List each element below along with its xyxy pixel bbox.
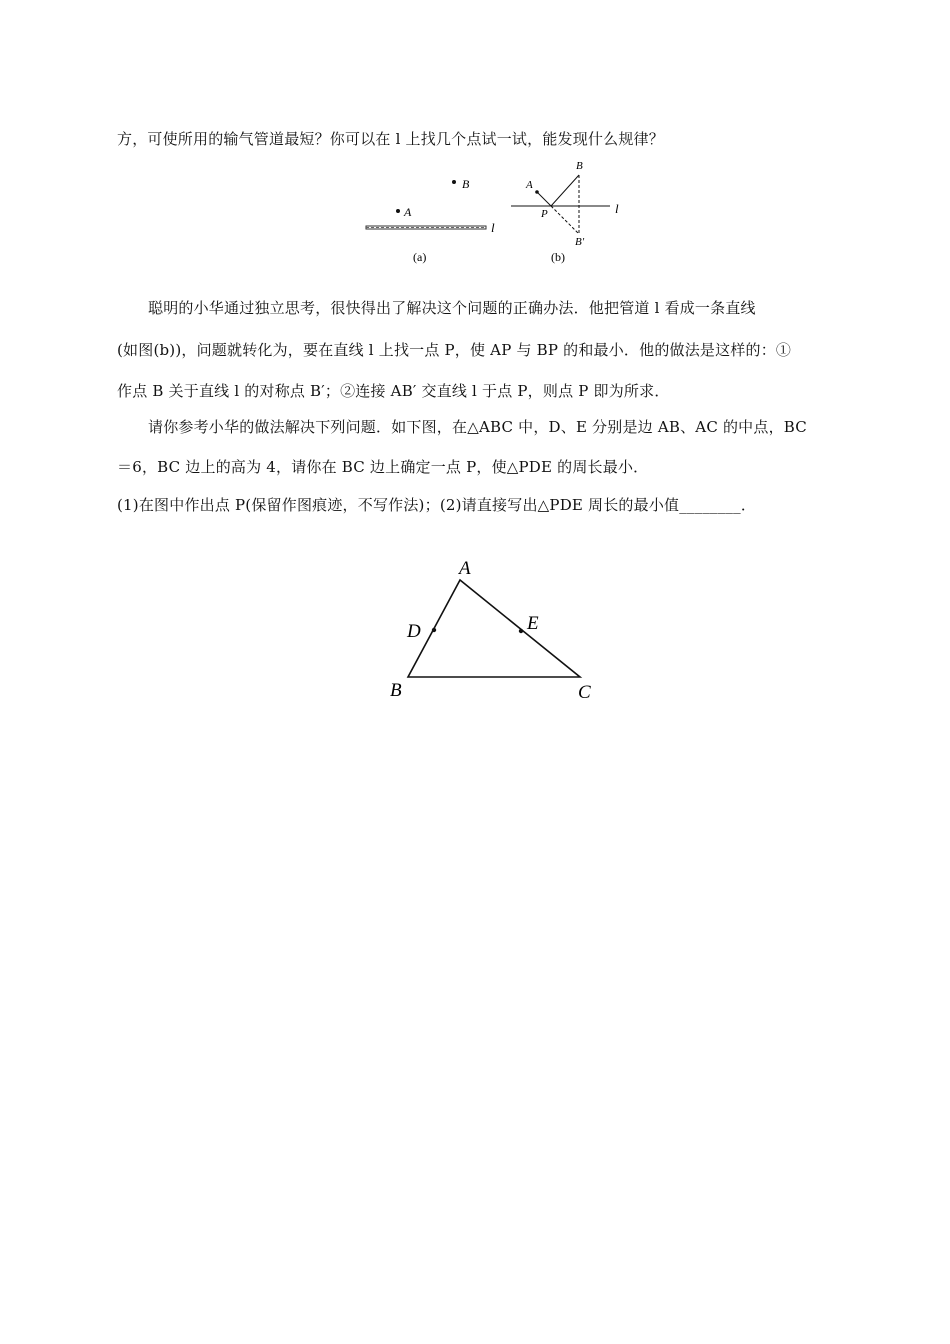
label-b: B [390, 680, 402, 701]
label-p: P [541, 208, 548, 220]
figure-a [366, 177, 495, 264]
paragraph-2-line-1: 聪明的小华通过独立思考，很快得出了解决这个问题的正确办法．他把管道 l 看成一条直线 [148, 299, 756, 317]
point-a-dot [396, 209, 400, 213]
label-a: A [526, 179, 533, 191]
paragraph-3-line-1: 请你参考小华的做法解决下列问题．如下图，在△ABC 中，D、E 分别是边 AB、AC 的中点，BC [148, 418, 807, 436]
label-a: A [459, 558, 471, 579]
label-b: B [576, 160, 583, 172]
pipeline-l [366, 226, 486, 229]
segment-pb-prime [551, 206, 579, 234]
label-c: C [578, 682, 591, 703]
point-e-dot [519, 629, 523, 633]
label-b-prime: B′ [575, 236, 585, 248]
label-l: l [491, 220, 495, 235]
paragraph-2-line-3: 作点 B 关于直线 l 的对称点 B′；②连接 AB′ 交直线 l 于点 P，则点 P 即为所求． [117, 382, 670, 400]
segment-ap [537, 192, 551, 206]
label-b: B [462, 177, 470, 191]
point-d-dot [432, 628, 436, 632]
label-e: E [527, 613, 539, 634]
caption-a: (a) [413, 250, 427, 264]
label-d: D [407, 621, 421, 642]
label-a: A [404, 205, 412, 219]
figure-b [511, 160, 619, 264]
paragraph-3-line-2: ＝6，BC 边上的高为 4，请你在 BC 边上确定一点 P，使△PDE 的周长最小． [117, 458, 649, 476]
point-a-dot [535, 190, 539, 194]
triangle-abc [408, 580, 580, 677]
point-b-dot [452, 180, 456, 184]
label-l: l [615, 201, 619, 216]
segment-pb [551, 175, 579, 206]
paragraph-2-line-2: (如图(b))，问题就转化为，要在直线 l 上找一点 P，使 AP 与 BP 的和最小．他的做法是这样的：① [117, 341, 792, 359]
paragraph-1: 方，可使所用的输气管道最短？你可以在 l 上找几个点试一试，能发现什么规律？ [117, 130, 664, 148]
caption-b: (b) [551, 250, 565, 264]
paragraph-3-line-3: (1)在图中作出点 P(保留作图痕迹，不写作法)；(2)请直接写出△PDE 周长的最小值________． [117, 496, 757, 514]
